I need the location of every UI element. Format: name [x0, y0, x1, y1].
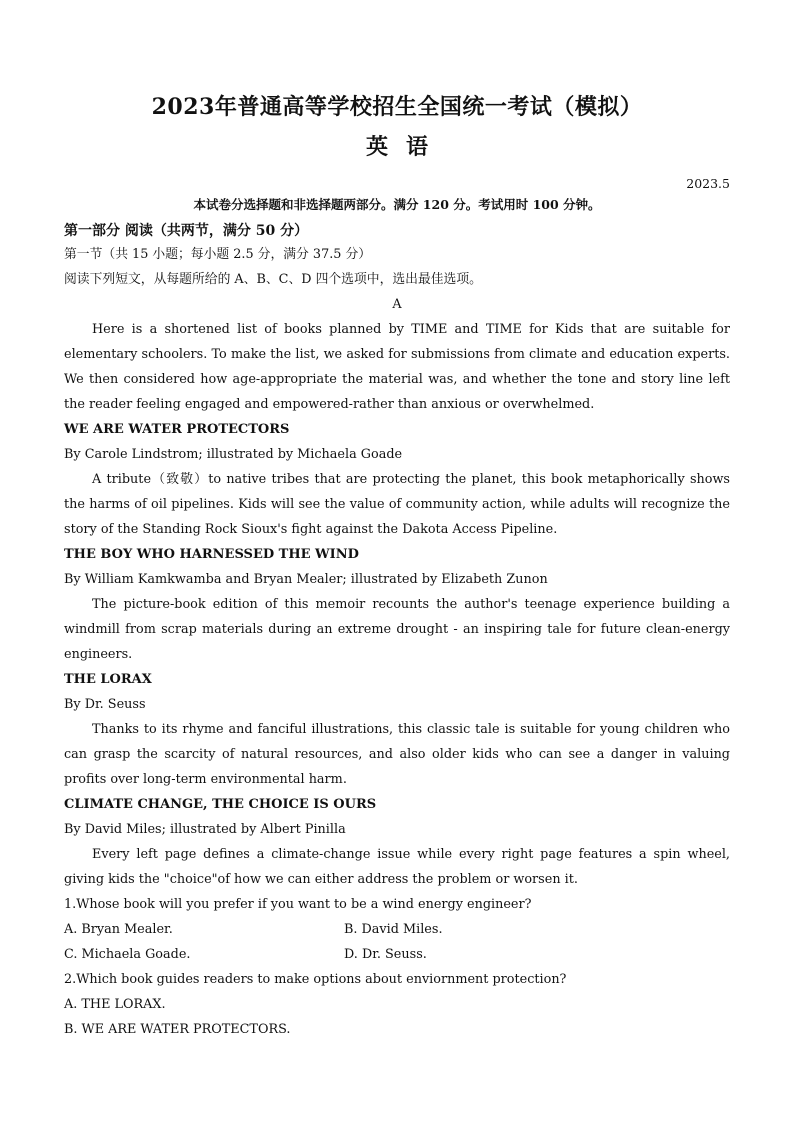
- book-title: WE ARE WATER PROTECTORS: [64, 422, 290, 437]
- book-entry: [64, 667, 730, 792]
- book-entry: [64, 542, 730, 667]
- option-row: [64, 917, 730, 942]
- book-author: By David Miles; illustrated by Albert Pinilla: [64, 822, 346, 837]
- option: D. Dr. Seuss.: [344, 947, 427, 962]
- option: A. THE LORAX.: [64, 997, 166, 1012]
- part-heading: 第一部分 阅读（共两节，满分 50 分）: [64, 223, 309, 239]
- book-author: By Carole Lindstrom; illustrated by Michaela Goade: [64, 447, 403, 462]
- book-entry: [64, 792, 730, 892]
- exam-page: [64, 90, 730, 1042]
- option: C. Michaela Goade.: [64, 947, 191, 962]
- book-title: THE LORAX: [64, 672, 152, 687]
- option: A. Bryan Mealer.: [64, 922, 173, 937]
- book-description: The picture-book edition of this memoir recounts the author's teenage experience building a windmill from scrap materials during an extreme drought - an inspiring tale for future clean-energy engineers.: [64, 597, 730, 662]
- question-stem: 2.Which book guides readers to make options about enviornment protection?: [64, 972, 567, 987]
- question: [64, 967, 730, 1042]
- book-title: CLIMATE CHANGE, THE CHOICE IS OURS: [64, 797, 377, 812]
- option: B. David Miles.: [344, 922, 443, 937]
- book-title: THE BOY WHO HARNESSED THE WIND: [64, 547, 359, 562]
- book-entry: [64, 417, 730, 542]
- option: B. WE ARE WATER PROTECTORS.: [64, 1022, 291, 1037]
- exam-date: 2023.5: [686, 176, 730, 191]
- question-stem: 1.Whose book will you prefer if you want to be a wind energy engineer?: [64, 897, 532, 912]
- book-description: Thanks to its rhyme and fanciful illustrations, this classic tale is suitable for young children who can grasp the scarcity of natural resources, and also older kids who can see a danger in valuing profits over long-term environmental harm.: [64, 722, 730, 787]
- passage-label: A: [392, 297, 402, 312]
- passage-intro: Here is a shortened list of books planned by TIME and TIME for Kids that are suitable for elementary schoolers. To make the list, we asked for submissions from climate and education experts. We then considered how age-appropriate the material was, and whether the tone and story line left the reader feeling engaged and empowered-rather than anxious or overwhelmed.: [64, 322, 730, 412]
- option-row: [64, 942, 730, 967]
- exam-note: 本试卷分选择题和非选择题两部分。满分 120 分。考试用时 100 分钟。: [193, 197, 601, 212]
- subject-title: 英语: [365, 134, 446, 160]
- book-author: By Dr. Seuss: [64, 697, 146, 712]
- section-heading: 第一节（共 15 小题；每小题 2.5 分，满分 37.5 分）: [64, 247, 372, 262]
- exam-title: 2023年普通高等学校招生全国统一考试（模拟）: [151, 94, 643, 120]
- question: [64, 892, 730, 967]
- book-author: By William Kamkwamba and Bryan Mealer; illustrated by Elizabeth Zunon: [64, 572, 548, 587]
- book-description: Every left page defines a climate-change issue while every right page features a spin wheel, giving kids the "choice"of how we can either address the problem or worsen it.: [64, 847, 730, 887]
- book-description: A tribute（致敬）to native tribes that are protecting the planet, this book metaphorically shows the harms of oil pipelines. Kids will see the value of community action, while adults will recognize the story of the Standing Rock Sioux's fight against the Dakota Access Pipeline.: [64, 472, 730, 537]
- instruction: 阅读下列短文，从每题所给的 A、B、C、D 四个选项中，选出最佳选项。: [64, 272, 482, 287]
